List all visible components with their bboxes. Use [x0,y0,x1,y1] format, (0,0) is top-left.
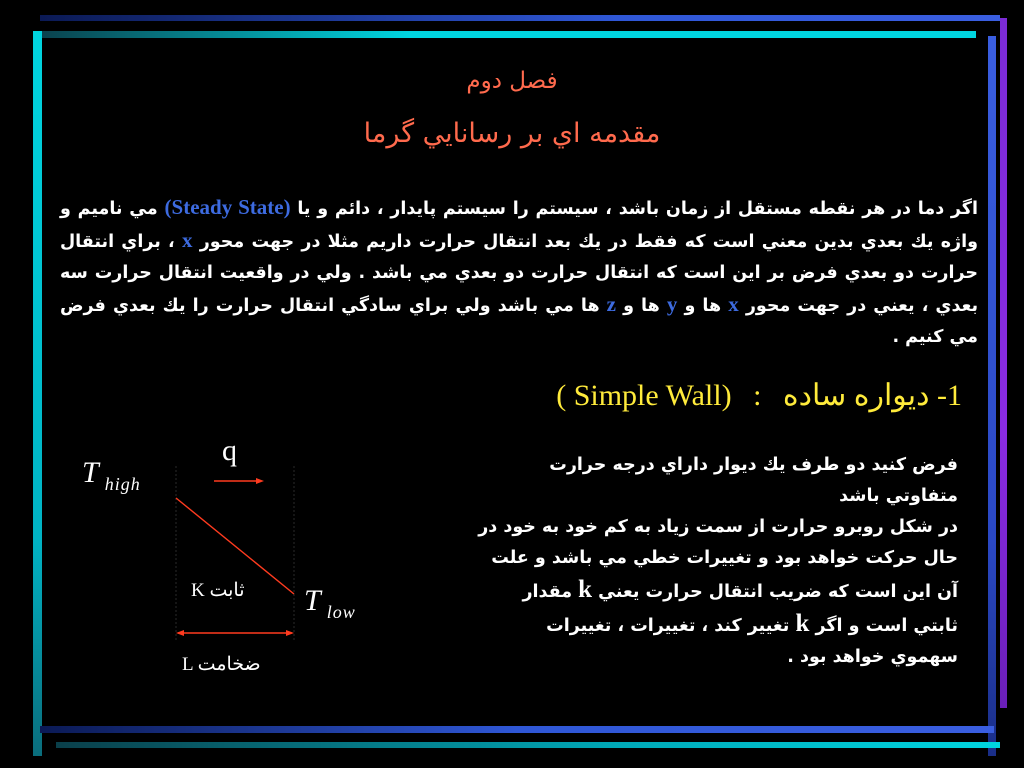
t-high-symbol: T [82,456,99,489]
t-high-subscript: high [104,474,141,494]
section-heading-english: (Simple Wall ) [556,379,732,412]
desc-text-4: تغيير كند ، تغييرات ، تغييرات سهموي خواهد بود . [546,616,958,667]
axis-x-term: x [181,228,193,252]
bottom-frame-bar-blue [40,726,994,733]
slide-subtitle: مقدمه اي بر رسانايي گرما [363,118,661,149]
para-text-4: ها و [684,296,722,316]
wall-description [478,450,958,673]
desc-text-2: در شكل روبرو حرارت از سمت زياد به كم خود به خود در حال حركت خواهد بود و تغييرات خطي مي باشد و علت آن اين است كه ضريب انتقال حرارت يعني [478,517,958,602]
top-frame-bar-cyan [33,31,976,38]
heat-flow-arrowhead [256,478,264,484]
axis-x-term-2: x [728,292,739,316]
desc-text-3: مقدار ثابتي است و اگر [522,582,958,636]
para-text-5: ها و [623,296,660,316]
heat-flux-label: q [222,434,237,467]
steady-state-term: (Steady State) [164,195,291,219]
top-frame-bar-blue [40,15,1000,21]
para-text-3: ، براي انتقال حرارت دو بعدي فرض بر اين است كه انتقال حرارت دو بعدي مي باشد . ولي در واقعيت انتقال حرارت سه بعدي ، يعني در جهت محور [60,232,979,316]
section-heading-colon: : [753,379,762,412]
bottom-frame-bar-cyan [56,742,1000,748]
desc-text-1: فرض كنيد دو طرف يك ديوار داراي درجه حرارت متفاوتي باشد [549,455,958,506]
wall-diagram [160,460,320,650]
axis-z-term: z [606,292,616,316]
chapter-title: فصل دوم [466,68,558,94]
t-high-label [82,456,141,494]
section-heading [556,378,962,413]
thickness-arrow-left [176,630,184,636]
axis-y-term: y [666,292,678,316]
section-heading-number: 1- ديواره ساده [782,379,962,412]
k-term-2: k [795,610,810,637]
t-low-subscript: low [326,602,356,622]
t-low-label [304,584,356,622]
constant-k-label: K ثابت [191,580,245,601]
t-low-symbol: T [304,584,321,617]
para-text-6: ها مي باشد ولي براي سادگي انتقال حرارت را يك بعدي فرض مي كنيم . [60,296,978,347]
thickness-arrow-right [286,630,294,636]
para-text-1: اگر دما در هر نقطه مستقل از زمان باشد ، سيستم را سيستم پايدار ، دائم و يا [297,199,978,219]
thickness-l-label: L ضخامت [182,654,261,675]
para-text-2: مي ناميم و واژه يك بعدي بدين معني است كه فقط در يك بعد انتقال حرارت داريم مثلا در جهت محور [60,199,979,252]
intro-paragraph [60,192,978,353]
k-term-1: k [578,576,593,603]
